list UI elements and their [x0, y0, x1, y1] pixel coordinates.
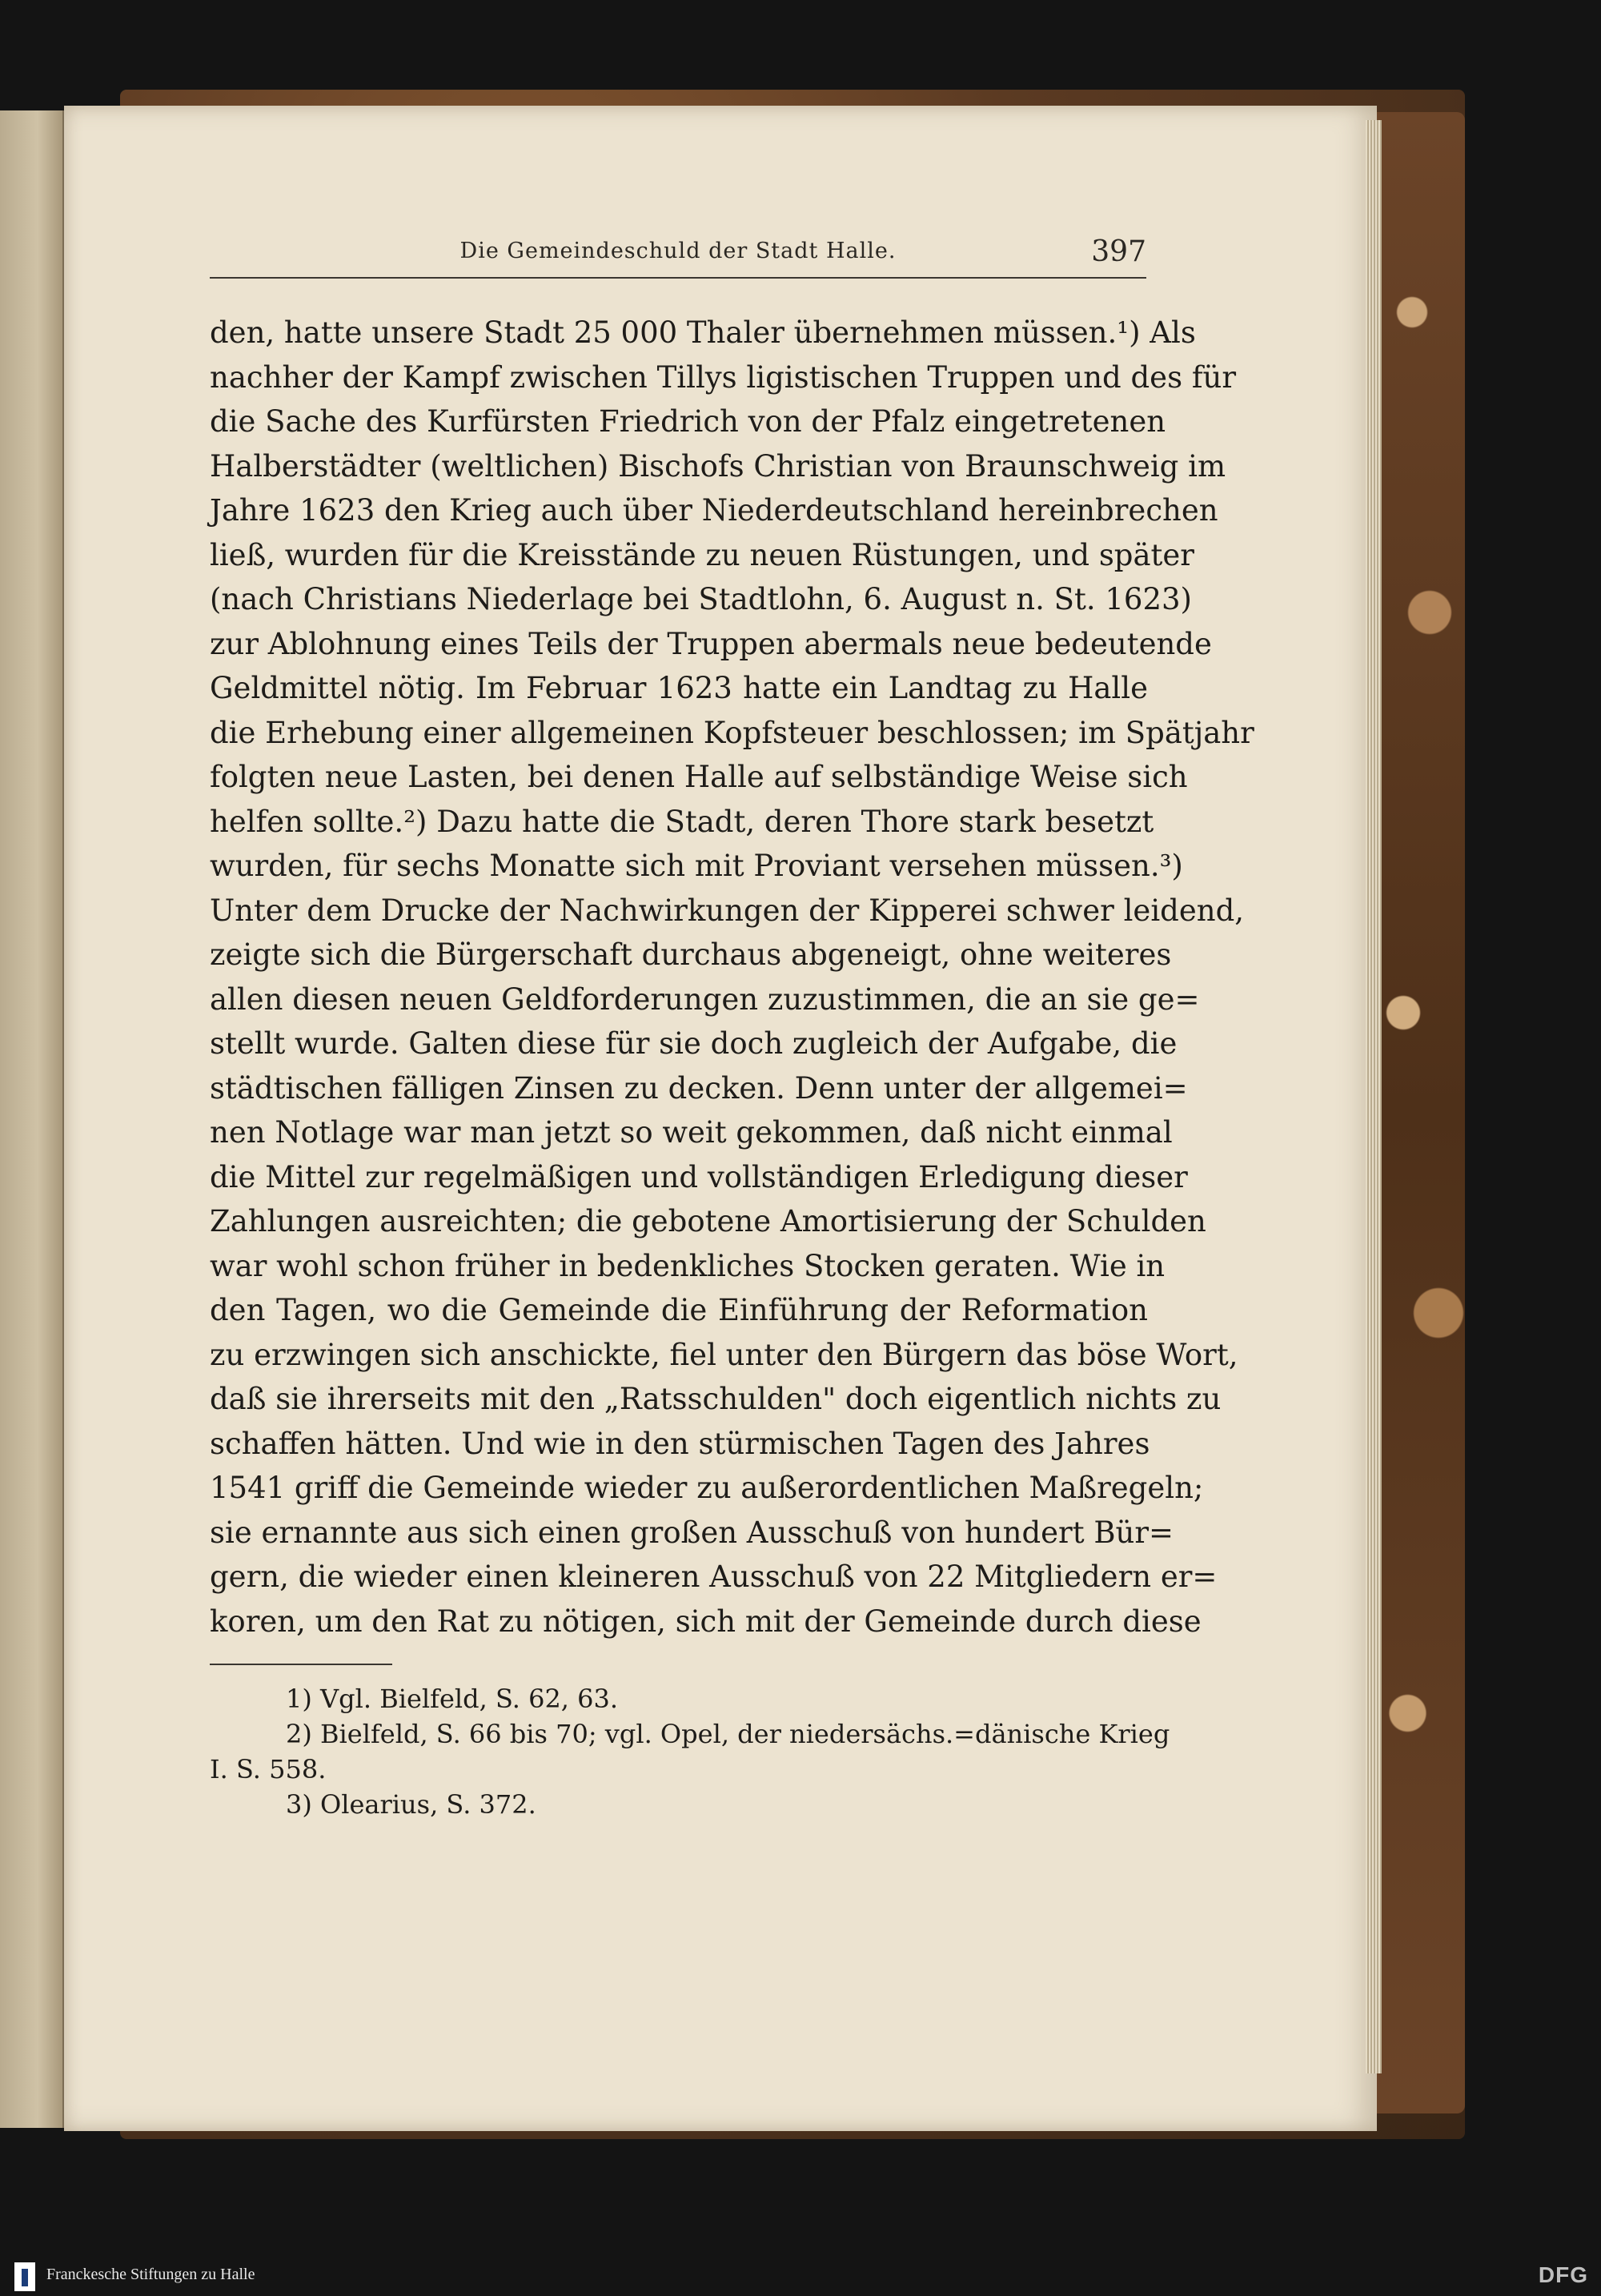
text-line: gern, die wieder einen kleineren Ausschuß von 22 Mitgliedern er= [210, 1559, 1218, 1594]
text-line: Halberstädter (weltlichen) Bischofs Christian von Braunschweig im [210, 448, 1226, 484]
text-line: die Mittel zur regelmäßigen und vollständigen Erledigung dieser [210, 1159, 1188, 1194]
text-line: die Erhebung einer allgemeinen Kopfsteuer beschlossen; im Spätjahr [210, 715, 1254, 750]
footnote-2-continuation: I. S. 558. [210, 1754, 327, 1784]
text-line: zu erzwingen sich anschickte, fiel unter den Bürgern das böse Wort, [210, 1337, 1238, 1372]
text-line: folgten neue Lasten, bei denen Halle auf selbständige Weise sich [210, 760, 1188, 794]
text-line: die Sache des Kurfürsten Friedrich von der Pfalz eingetretenen [210, 404, 1166, 439]
institution-logo-icon [14, 2262, 35, 2291]
dfg-logo: DFG [1538, 2262, 1588, 2287]
text-line: wurden, für sechs Monatte sich mit Proviant versehen müssen.³) [210, 849, 1183, 883]
footnote-2: 2) Bielfeld, S. 66 bis 70; vgl. Opel, der niedersächs.=dänische Krieg [286, 1719, 1170, 1749]
text-line: Jahre 1623 den Krieg auch über Niederdeutschland hereinbrechen [210, 493, 1218, 528]
marbled-cover-edge [1377, 112, 1465, 2113]
text-line: sie ernannte aus sich einen großen Ausschuß von hundert Bür= [210, 1515, 1174, 1550]
text-line: war wohl schon früher in bedenkliches Stocken geraten. Wie in [210, 1248, 1166, 1283]
running-title: Die Gemeindeschuld der Stadt Halle. [459, 239, 897, 263]
text-line: stellt wurde. Galten diese für sie doch zugleich der Aufgabe, die [210, 1026, 1178, 1061]
footnotes [210, 1681, 1170, 1822]
facing-page-edge [0, 110, 66, 2128]
text-line: Geldmittel nötig. Im Februar 1623 hatte ein Landtag zu Halle [210, 671, 1148, 705]
text-line: städtischen fälligen Zinsen zu decken. Denn unter der allgemei= [210, 1070, 1188, 1106]
text-line: allen diesen neuen Geldforderungen zuzustimmen, die an sie ge= [210, 981, 1200, 1017]
text-line: Zahlungen ausreichten; die gebotene Amortisierung der Schulden [210, 1204, 1206, 1238]
text-line: den Tagen, wo die Gemeinde die Einführung der Reformation [210, 1293, 1148, 1327]
footnote-1: 1) Vgl. Bielfeld, S. 62, 63. [286, 1684, 619, 1714]
text-line: den, hatte unsere Stadt 25 000 Thaler übernehmen müssen.¹) Als [210, 315, 1196, 350]
page-stack-edges [1366, 120, 1382, 2073]
text-line: koren, um den Rat zu nötigen, sich mit der Gemeinde durch diese [210, 1604, 1202, 1639]
text-line: nachher der Kampf zwischen Tillys ligistischen Truppen und des für [210, 359, 1237, 395]
institution-name[interactable]: Franckesche Stiftungen zu Halle [46, 2266, 255, 2283]
text-line: zeigte sich die Bürgerschaft durchaus abgeneigt, ohne weiteres [210, 937, 1172, 972]
footnote-rule [210, 1664, 392, 1665]
text-line: helfen sollte.²) Dazu hatte die Stadt, deren Thore stark besetzt [210, 804, 1154, 839]
text-line: ließ, wurden für die Kreisstände zu neuen Rüstungen, und später [210, 537, 1194, 572]
text-line: zur Ablohnung eines Teils der Truppen abermals neue bedeutende [210, 626, 1212, 661]
body-text [210, 311, 1254, 1644]
text-line: Unter dem Drucke der Nachwirkungen der Kipperei schwer leidend, [210, 893, 1245, 928]
text-line: (nach Christians Niederlage bei Stadtlohn, 6. August n. St. 1623) [210, 582, 1192, 616]
page-number: 397 [1091, 235, 1146, 268]
page-header [210, 235, 1146, 279]
footnote-3: 3) Olearius, S. 372. [286, 1789, 536, 1820]
text-line: nen Notlage war man jetzt so weit gekommen, daß nicht einmal [210, 1115, 1173, 1150]
text-line: schaffen hätten. Und wie in den stürmischen Tagen des Jahres [210, 1426, 1150, 1461]
text-line: 1541 griff die Gemeinde wieder zu außerordentlichen Maßregeln; [210, 1471, 1204, 1505]
text-line: daß sie ihrerseits mit den „Ratsschulden" doch eigentlich nichts zu [210, 1382, 1222, 1416]
